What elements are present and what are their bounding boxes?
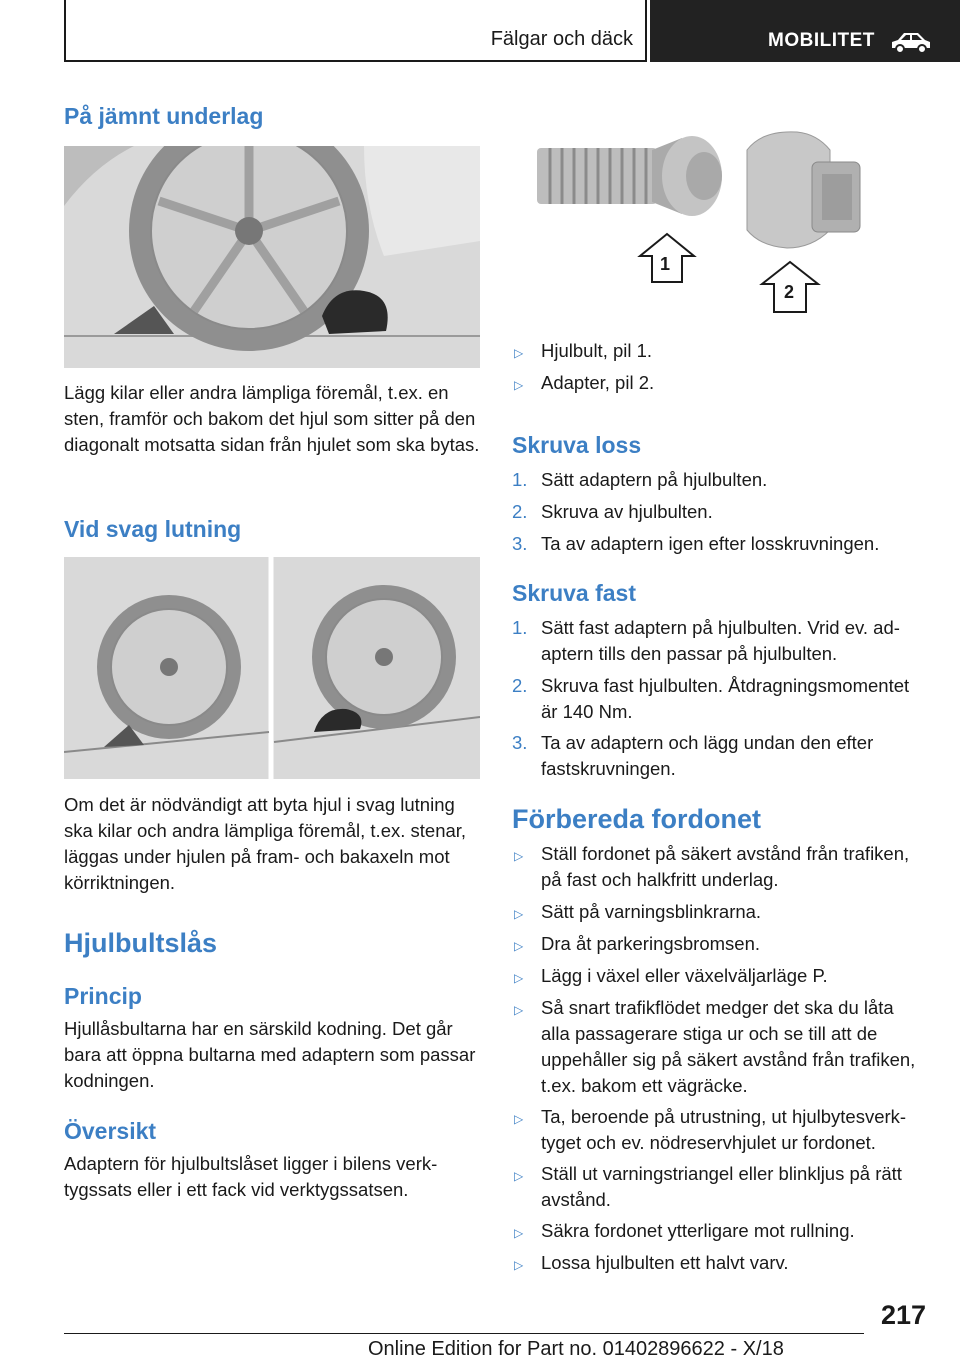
- list-item: ▷ Säkra fordonet ytterligare mot rullning.: [512, 1218, 926, 1244]
- list-item: 3. Ta av adaptern och lägg undan den efter fastskruvningen.: [512, 732, 874, 779]
- list-item: 1. Sätt adaptern på hjulbulten.: [512, 469, 768, 490]
- bullet-marker-icon: ▷: [514, 971, 524, 985]
- heading-tighten: Skruva fast: [512, 580, 637, 606]
- figure-label-1: 1: [660, 254, 671, 274]
- car-icon: [888, 28, 934, 56]
- paragraph-overview: Adaptern för hjulbultslåset ligger i bilens verktygssats eller i ett fack vid verktygssatsen.: [64, 1153, 438, 1200]
- figure-label-2: 2: [784, 282, 795, 302]
- list-item: ▷ Ta, beroende på utrustning, ut hjulbytesverktyget och ev. nödreservhjulet ur fordonet.: [514, 1106, 907, 1153]
- bullet-marker-icon: ▷: [514, 1226, 524, 1240]
- heading-wheel-lock: Hjulbultslås: [64, 928, 218, 958]
- footer-edition: Online Edition for Part no. 01402896622 - X/18: [368, 1338, 784, 1360]
- paragraph-slight-slope: Om det är nödvändigt att byta hjul i svag lutning ska kilar och andra lämpliga föremål, t.ex. stenar, läggas under hjulen på fram- och bakaxeln mot körriktningen.: [64, 794, 467, 893]
- heading-overview: Översikt: [64, 1118, 157, 1144]
- list-item: ▷ Lägg i växel eller växelväljarläge P.: [512, 963, 926, 989]
- bullet-marker-icon: ▷: [514, 1169, 524, 1183]
- list-item: ▷ Så snart trafikflödet medger det ska du låta alla passagerare stiga ur och se till att de uppehåller sig på säkert avstånd från trafiken, t.ex. bakom ett vägräcke.: [514, 997, 916, 1096]
- list-item: ▷ Adapter, pil 2.: [512, 370, 926, 396]
- list-item: ▷ Ställ fordonet på säkert avstånd från trafiken, på fast och halkfritt underlag.: [514, 843, 910, 890]
- list-item: ▷ Dra åt parkeringsbromsen.: [512, 931, 926, 957]
- header-section-title: Fälgar och däck: [490, 28, 633, 50]
- list-item: 2. Skruva fast hjulbulten. Åtdragningsmomentet är 140 Nm.: [512, 675, 910, 722]
- header-chapter-title: MOBILITET: [768, 30, 875, 51]
- list-item: ▷ Lossa hjulbulten ett halvt varv.: [512, 1250, 926, 1276]
- bullet-marker-icon: ▷: [514, 939, 524, 953]
- paragraph-flat-ground: Lägg kilar eller andra lämpliga föremål, t.ex. en sten, framför och bakom det hjul som sitter på den diagonalt motsatta sidan från hjulet som ska bytas.: [64, 382, 480, 455]
- list-item: 2. Skruva av hjulbulten.: [512, 501, 713, 522]
- heading-principle: Princip: [64, 983, 142, 1009]
- bullet-marker-icon: ▷: [514, 907, 524, 921]
- bullet-marker-icon: ▷: [514, 1258, 524, 1272]
- heading-flat-ground: På jämnt underlag: [64, 103, 264, 129]
- bullet-marker-icon: ▷: [514, 849, 524, 863]
- bullet-marker-icon: ▷: [514, 378, 524, 392]
- list-item: 3. Ta av adaptern igen efter losskruvningen.: [512, 533, 880, 554]
- list-item: 1. Sätt fast adaptern på hjulbulten. Vrid ev. adaptern tills den passar på hjulbulten.: [512, 617, 900, 664]
- wheel-chock-slope-illustration: [64, 557, 480, 779]
- heading-unscrew: Skruva loss: [512, 432, 642, 458]
- footer-divider: [64, 1333, 864, 1334]
- page-number: 217: [880, 1300, 926, 1330]
- list-item: ▷ Sätt på varningsblinkrarna.: [512, 899, 926, 925]
- heading-prepare-vehicle: Förbereda fordonet: [512, 804, 762, 834]
- bullet-marker-icon: ▷: [514, 346, 524, 360]
- list-item: ▷ Hjulbult, pil 1.: [512, 338, 926, 364]
- wheel-bolt-adapter-illustration: [512, 120, 926, 320]
- paragraph-principle: Hjullåsbultarna har en särskild kodning. Det går bara att öppna bultarna med adaptern som passar kodningen.: [64, 1018, 476, 1091]
- list-item: ▷ Ställ ut varningstriangel eller blinkljus på rätt avstånd.: [514, 1163, 902, 1210]
- bullet-marker-icon: ▷: [514, 1112, 524, 1126]
- bullet-marker-icon: ▷: [514, 1003, 524, 1017]
- heading-slight-slope: Vid svag lutning: [64, 516, 242, 542]
- header-chapter-box: [650, 0, 960, 62]
- wheel-chock-flat-illustration: [64, 146, 480, 368]
- header-section-box: [64, 0, 647, 62]
